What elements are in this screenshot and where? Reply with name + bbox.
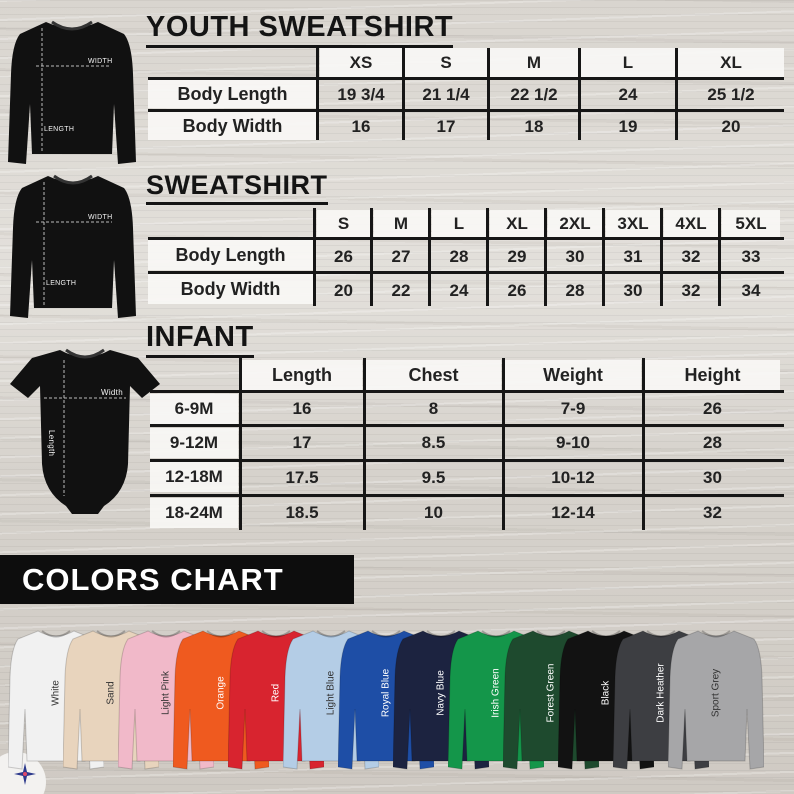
color-swatch-label: Light Blue: [325, 670, 337, 716]
sweatshirt-cell: 28: [565, 281, 585, 300]
infant-cell: 10-12: [551, 468, 595, 487]
sweatshirt-diagram: [8, 170, 138, 326]
infant-cell: 26: [703, 399, 722, 418]
sweatshirt-title: SWEATSHIRT: [146, 172, 328, 205]
table-divider: [148, 271, 784, 274]
table-divider: [363, 358, 366, 530]
table-divider: [642, 358, 645, 530]
color-swatch-label: Sand: [105, 681, 117, 705]
youth-row-label: Body Width: [148, 112, 317, 140]
bodysuit-icon: [8, 346, 162, 518]
infant-cell: 30: [703, 468, 722, 487]
table-divider: [660, 208, 663, 306]
infant-row-label: 6-9M: [150, 394, 238, 424]
infant-cell: 10: [424, 503, 443, 522]
infant-cell: 9-10: [555, 433, 591, 452]
infant-cell: 7-9: [560, 399, 586, 418]
table-divider: [544, 208, 547, 306]
table-divider: [675, 48, 678, 140]
youth-cell: 19: [618, 117, 638, 136]
sweatshirt-cell: 33: [741, 247, 761, 266]
youth-cell: 21 1/4: [422, 85, 470, 104]
infant-cell: 8.5: [421, 433, 446, 452]
infant-column-header: Weight: [505, 360, 641, 390]
sweatshirt-row-label: Body Width: [148, 274, 313, 304]
table-divider: [402, 48, 405, 140]
sweatshirt-cell: 34: [741, 281, 761, 300]
color-swatch-label: Sport Grey: [710, 668, 722, 718]
sweatshirt-size-header: M: [374, 210, 428, 238]
table-divider: [487, 48, 490, 140]
table-divider: [148, 109, 784, 112]
table-divider: [602, 208, 605, 306]
infant-cell: 17.5: [285, 468, 319, 487]
youth-cell: 17: [436, 117, 456, 136]
youth-size-header: M: [490, 48, 578, 78]
youth-sweatshirt-title: YOUTH SWEATSHIRT: [146, 13, 453, 48]
youth-cell: 19 3/4: [337, 85, 385, 104]
sweatshirt-cell: 29: [507, 247, 527, 266]
sweatshirt-cell: 26: [334, 247, 353, 266]
sweatshirt-cell: 26: [507, 281, 527, 300]
sweatshirt-size-header: 3XL: [606, 210, 660, 238]
infant-cell: 32: [703, 503, 722, 522]
sweatshirt-cell: 24: [449, 281, 469, 300]
sweatshirt-size-header: S: [317, 210, 370, 238]
sweatshirt-cell: 20: [334, 281, 353, 300]
table-divider: [150, 459, 784, 462]
colors-chart-banner: [0, 555, 354, 604]
infant-column-header: Height: [645, 360, 780, 390]
color-swatch-label: Navy Blue: [435, 670, 447, 716]
youth-size-header: S: [405, 48, 487, 78]
table-divider: [316, 48, 319, 140]
table-divider: [313, 208, 316, 306]
infant-cell: 18.5: [285, 503, 319, 522]
table-divider: [150, 424, 784, 427]
width-label: WIDTH: [88, 214, 113, 221]
youth-row-label: Body Length: [148, 80, 317, 108]
infant-cell: 28: [703, 433, 722, 452]
youth-cell: 16: [351, 117, 371, 136]
infant-column-header: Chest: [366, 360, 501, 390]
color-swatch-label: Royal Blue: [380, 668, 392, 718]
youth-cell: 20: [721, 117, 741, 136]
sweatshirt-size-header: 4XL: [664, 210, 718, 238]
sweatshirt-cell: 28: [449, 247, 469, 266]
sweatshirt-cell: 31: [623, 247, 643, 266]
infant-title: INFANT: [146, 323, 254, 358]
sweatshirt-size-header: 2XL: [548, 210, 602, 238]
color-swatch-label: Irish Green: [490, 668, 502, 718]
sweatshirt-cell: 30: [623, 281, 643, 300]
table-divider: [370, 208, 373, 306]
youth-cell: 22 1/2: [510, 85, 558, 104]
sweatshirt-size-header: 5XL: [722, 210, 780, 238]
sweatshirt-cell: 32: [681, 247, 701, 266]
width-label: WIDTH: [88, 58, 113, 65]
colors-chart-title: COLORS CHART: [22, 561, 284, 597]
table-divider: [502, 358, 505, 530]
color-swatch-label: Dark Heather: [655, 663, 667, 723]
length-label: LENGTH: [46, 280, 77, 287]
table-divider: [150, 390, 784, 393]
table-divider: [486, 208, 489, 306]
infant-cell: 12-14: [551, 503, 595, 522]
infant-row-label: 18-24M: [150, 498, 238, 528]
color-swatch[interactable]: [668, 627, 764, 774]
table-divider: [428, 208, 431, 306]
sweatshirt-icon: [8, 170, 138, 326]
sweatshirt-icon: [6, 14, 138, 172]
infant-column-header: Length: [242, 360, 362, 390]
sweatshirt-row-label: Body Length: [148, 240, 313, 270]
color-swatch-label: Light Pink: [160, 671, 172, 715]
table-divider: [239, 358, 242, 530]
sweatshirt-cell: 27: [391, 247, 411, 266]
youth-size-header: XL: [678, 48, 784, 78]
infant-cell: 17: [292, 433, 312, 452]
color-swatch-label: Red: [270, 683, 282, 703]
width-label: Width: [101, 388, 123, 397]
sweatshirt-size-header: XL: [490, 210, 544, 238]
youth-cell: 18: [524, 117, 544, 136]
sweatshirt-size-header: L: [432, 210, 486, 238]
table-divider: [718, 208, 721, 306]
color-swatch-label: Forest Green: [545, 663, 557, 723]
youth-size-header: L: [581, 48, 675, 78]
table-divider: [148, 77, 784, 80]
youth-size-header: XS: [320, 48, 402, 78]
color-swatch-label: White: [50, 680, 62, 706]
infant-row-label: 12-18M: [150, 462, 238, 492]
sweatshirt-cell: 22: [391, 281, 411, 300]
infant-cell: 16: [292, 399, 312, 418]
length-label: Length: [47, 430, 56, 457]
infant-cell: 9.5: [421, 468, 446, 487]
length-label: LENGTH: [44, 126, 75, 133]
table-divider: [578, 48, 581, 140]
sweatshirt-cell: 30: [565, 247, 585, 266]
infant-row-label: 9-12M: [150, 428, 238, 458]
table-divider: [150, 494, 784, 497]
youth-sweatshirt-diagram: [6, 14, 138, 172]
infant-cell: 8: [428, 399, 439, 418]
sweatshirt-cell: 32: [681, 281, 701, 300]
infant-bodysuit-diagram: [8, 346, 162, 518]
table-divider: [148, 237, 784, 240]
color-swatch-label: Black: [600, 680, 612, 706]
youth-cell: 24: [618, 85, 638, 104]
color-swatch-label: Orange: [215, 676, 227, 710]
youth-cell: 25 1/2: [707, 85, 755, 104]
